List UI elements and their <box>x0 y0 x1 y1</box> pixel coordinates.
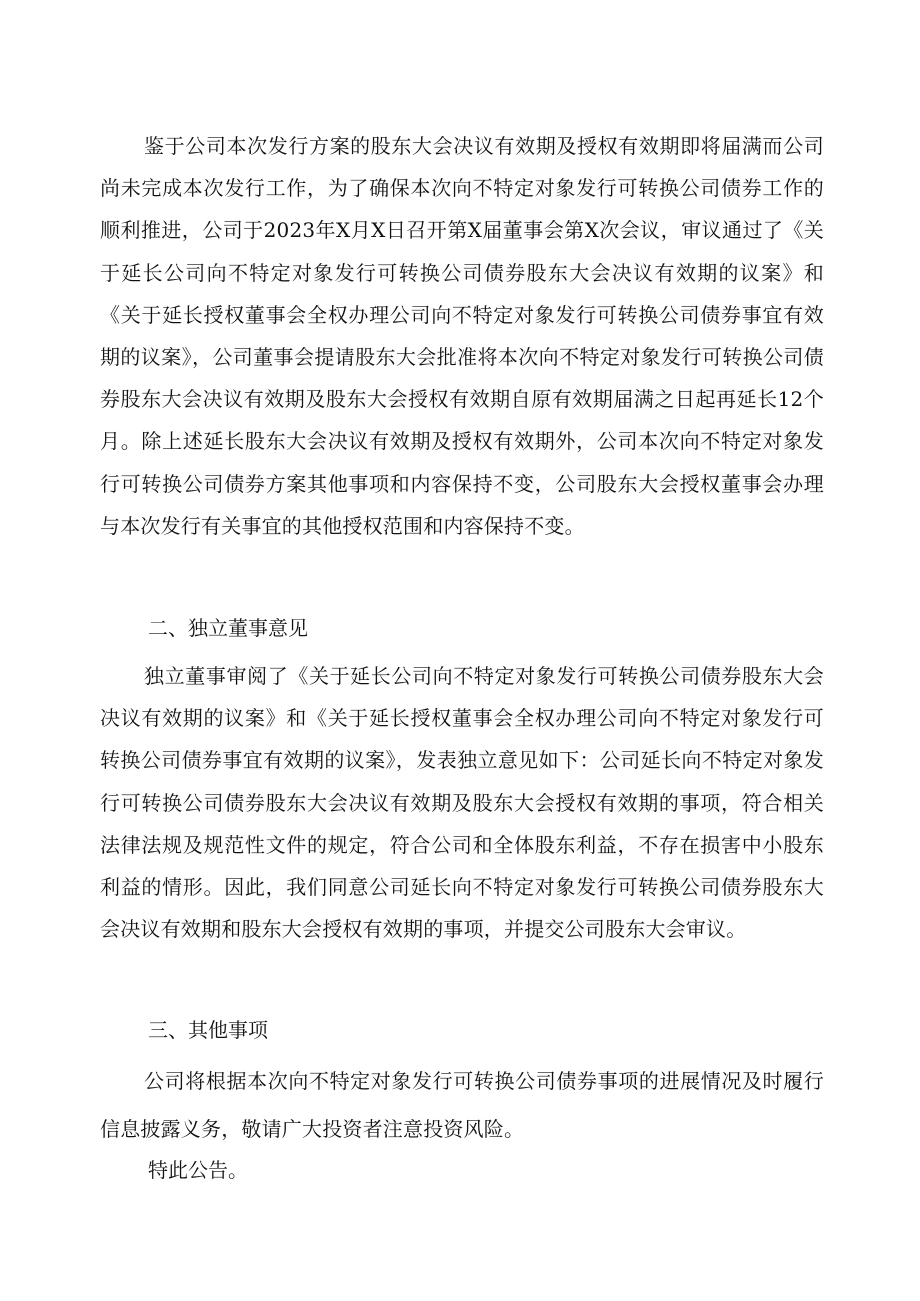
paragraph-extension-resolution: 鉴于公司本次发行方案的股东大会决议有效期及授权有效期即将届满而公司尚未完成本次发行工作，为了确保本次向不特定对象发行可转换公司债券工作的顺利推进，公司于2023年X月X日召开第X届董事会第X次会议，审议通过了《关于延长公司向不特定对象发行可转换公司债券股东大会决议有效期的议案》和《关于延长授权董事会全权办理公司向不特定对象发行可转换公司债券事宜有效期的议案》，公司董事会提请股东大会批准将本次向不特定对象发行可转换公司债券股东大会决议有效期及股东大会授权有效期自原有效期届满之日起再延长12个月。除上述延长股东大会决议有效期及授权有效期外，公司本次向不特定对象发行可转换公司债券方案其他事项和内容保持不变，公司股东大会授权董事会办理与本次发行有关事宜的其他授权范围和内容保持不变。 <box>100 134 824 538</box>
paragraph-other-matters: 公司将根据本次向不特定对象发行可转换公司债券事项的进展情况及时履行信息披露义务，敬请广大投资者注意投资风险。 <box>100 1069 824 1141</box>
closing-statement: 特此公告。 <box>148 1158 248 1182</box>
section-heading-other-matters: 三、其他事项 <box>148 1018 268 1042</box>
paragraph-independent-opinion: 独立董事审阅了《关于延长公司向不特定对象发行可转换公司债券股东大会决议有效期的议案》和《关于延长授权董事会全权办理公司向不特定对象发行可转换公司债券事宜有效期的议案》，发表独立意见如下：公司延长向不特定对象发行可转换公司债券股东大会决议有效期及股东大会授权有效期的事项，符合相关法律法规及规范性文件的规定，符合公司和全体股东利益，不存在损害中小股东利益的情形。因此，我们同意公司延长向不特定对象发行可转换公司债券股东大会决议有效期和股东大会授权有效期的事项，并提交公司股东大会审议。 <box>100 664 824 942</box>
section-heading-independent-directors: 二、独立董事意见 <box>148 616 308 640</box>
